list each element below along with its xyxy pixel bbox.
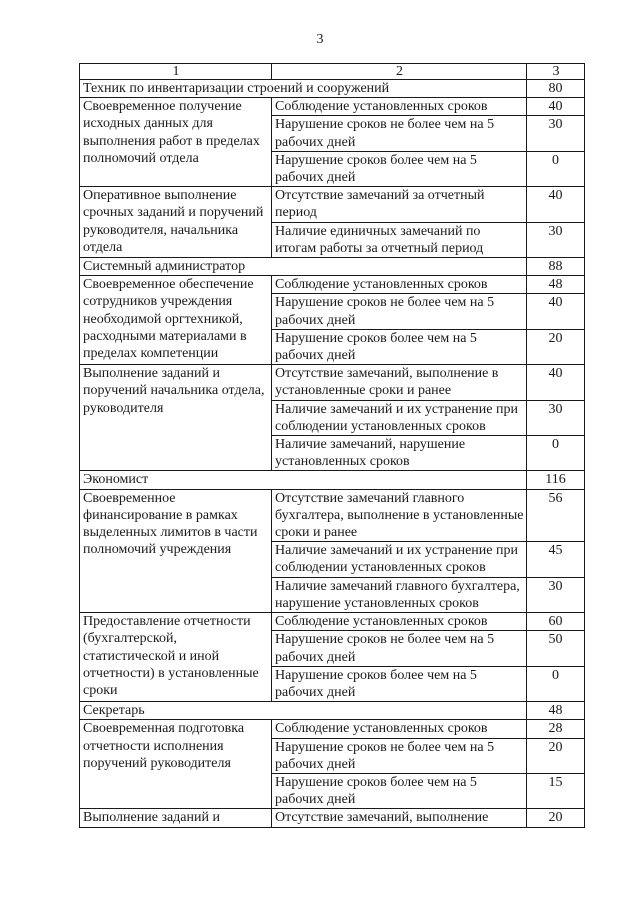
points-cell: 30 xyxy=(527,400,585,435)
indicator-cell: Нарушение сроков более чем на 5 рабочих дней xyxy=(272,773,527,808)
points-cell: 0 xyxy=(527,666,585,701)
points-cell: 15 xyxy=(527,773,585,808)
indicator-row xyxy=(80,720,585,738)
indicator-row xyxy=(80,276,585,294)
points-cell: 40 xyxy=(527,98,585,116)
position-total-points: 88 xyxy=(527,258,585,276)
indicator-cell: Наличие замечаний и их устранение при соблюдении установленных сроков xyxy=(272,400,527,435)
position-total-points: 80 xyxy=(527,80,585,98)
points-cell: 20 xyxy=(527,809,585,827)
indicator-row xyxy=(80,98,585,116)
points-cell: 50 xyxy=(527,631,585,666)
criterion-cell: Предоставление отчетности (бухгалтерской, статистической и иной отчетности) в установленные сроки xyxy=(80,613,272,702)
indicator-cell: Нарушение сроков более чем на 5 рабочих дней xyxy=(272,329,527,364)
position-name: Экономист xyxy=(80,471,527,489)
points-cell: 40 xyxy=(527,187,585,222)
points-cell: 40 xyxy=(527,365,585,400)
points-cell: 60 xyxy=(527,613,585,631)
indicator-cell: Соблюдение установленных сроков xyxy=(272,720,527,738)
indicator-cell: Наличие единичных замечаний по итогам работы за отчетный период xyxy=(272,222,527,257)
points-cell: 30 xyxy=(527,222,585,257)
indicator-cell: Наличие замечаний, нарушение установленных сроков xyxy=(272,436,527,471)
indicator-cell: Нарушение сроков не более чем на 5 рабочих дней xyxy=(272,116,527,151)
header-row xyxy=(80,64,585,80)
points-cell: 56 xyxy=(527,489,585,542)
indicator-cell: Нарушение сроков более чем на 5 рабочих дней xyxy=(272,151,527,186)
indicator-cell: Отсутствие замечаний, выполнение в установленные сроки и ранее xyxy=(272,365,527,400)
criterion-cell: Своевременное обеспечение сотрудников учреждения необходимой оргтехникой, расходными материалами в пределах компетенции xyxy=(80,276,272,365)
column-header-3: 3 xyxy=(527,64,585,80)
points-cell: 0 xyxy=(527,151,585,186)
indicator-row xyxy=(80,489,585,542)
criteria-table-body xyxy=(80,64,585,828)
points-cell: 20 xyxy=(527,329,585,364)
indicator-cell: Нарушение сроков не более чем на 5 рабочих дней xyxy=(272,294,527,329)
criterion-cell: Выполнение заданий и xyxy=(80,809,272,827)
points-cell: 30 xyxy=(527,577,585,612)
criterion-cell: Своевременное финансирование в рамках выделенных лимитов в части полномочий учреждения xyxy=(80,489,272,612)
indicator-cell: Соблюдение установленных сроков xyxy=(272,613,527,631)
position-row xyxy=(80,258,585,276)
criterion-cell: Выполнение заданий и поручений начальника отдела, руководителя xyxy=(80,365,272,471)
indicator-row xyxy=(80,613,585,631)
position-total-points: 48 xyxy=(527,702,585,720)
indicator-row xyxy=(80,365,585,400)
page-number: 3 xyxy=(316,32,324,47)
criteria-table xyxy=(79,63,585,828)
position-name: Секретарь xyxy=(80,702,527,720)
column-header-2: 2 xyxy=(272,64,527,80)
points-cell: 40 xyxy=(527,294,585,329)
indicator-row xyxy=(80,809,585,827)
points-cell: 20 xyxy=(527,738,585,773)
position-row xyxy=(80,471,585,489)
position-name: Техник по инвентаризации строений и сооружений xyxy=(80,80,527,98)
column-header-1: 1 xyxy=(80,64,272,80)
criterion-cell: Своевременное получение исходных данных для выполнения работ в пределах полномочий отдела xyxy=(80,98,272,187)
indicator-cell: Нарушение сроков более чем на 5 рабочих дней xyxy=(272,666,527,701)
indicator-cell: Отсутствие замечаний за отчетный период xyxy=(272,187,527,222)
indicator-cell: Нарушение сроков не более чем на 5 рабочих дней xyxy=(272,631,527,666)
indicator-cell: Отсутствие замечаний, выполнение xyxy=(272,809,527,827)
indicator-cell: Соблюдение установленных сроков xyxy=(272,98,527,116)
position-row xyxy=(80,702,585,720)
points-cell: 0 xyxy=(527,436,585,471)
points-cell: 28 xyxy=(527,720,585,738)
position-row xyxy=(80,80,585,98)
indicator-row xyxy=(80,187,585,222)
indicator-cell: Отсутствие замечаний главного бухгалтера, выполнение в установленные сроки и ранее xyxy=(272,489,527,542)
points-cell: 48 xyxy=(527,276,585,294)
indicator-cell: Наличие замечаний главного бухгалтера, нарушение установленных сроков xyxy=(272,577,527,612)
criterion-cell: Оперативное выполнение срочных заданий и поручений руководителя, начальника отдела xyxy=(80,187,272,258)
points-cell: 30 xyxy=(527,116,585,151)
indicator-cell: Нарушение сроков не более чем на 5 рабочих дней xyxy=(272,738,527,773)
points-cell: 45 xyxy=(527,542,585,577)
indicator-cell: Наличие замечаний и их устранение при соблюдении установленных сроков xyxy=(272,542,527,577)
position-total-points: 116 xyxy=(527,471,585,489)
criterion-cell: Своевременная подготовка отчетности исполнения поручений руководителя xyxy=(80,720,272,809)
indicator-cell: Соблюдение установленных сроков xyxy=(272,276,527,294)
position-name: Системный администратор xyxy=(80,258,527,276)
